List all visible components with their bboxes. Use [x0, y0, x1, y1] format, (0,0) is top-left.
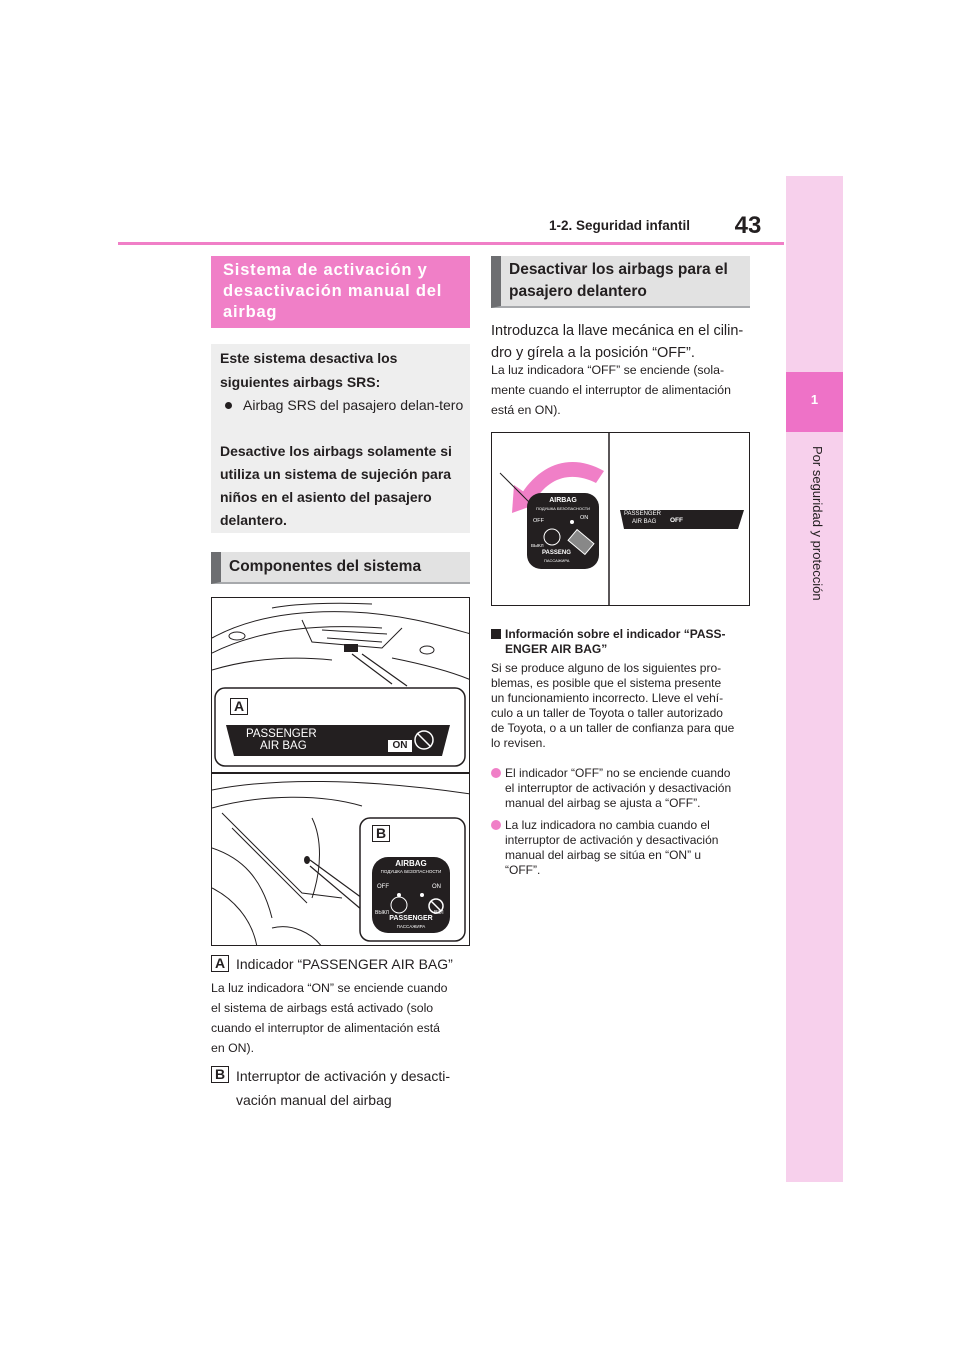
switch-label-airbag-ru: ПОДУШКА БЕЗОПАСНОСТИ	[535, 506, 591, 511]
list-item-line: El indicador “OFF” no se enciende cuando	[505, 766, 731, 780]
intro-line: dro y gírela a la posición “OFF”.	[491, 345, 695, 361]
switch-label-passenger: PASSENGER	[389, 915, 433, 922]
indicator-off-text: OFF	[670, 517, 683, 524]
switch-label-passenger-ru: ПАССАЖИРА	[544, 558, 570, 563]
info-line: de Toyota, o a un taller de confianza para que	[491, 721, 735, 735]
header-rule	[118, 242, 784, 245]
indicator-text-airbag: AIR BAG	[260, 740, 307, 752]
list-item-line: La luz indicadora no cambia cuando el	[505, 818, 710, 832]
desc-line: en ON).	[211, 1041, 255, 1055]
note-line: mente cuando el interruptor de alimentación	[491, 383, 731, 397]
key-turn-illustration	[492, 433, 750, 606]
warning-line: Desactive los airbags solamente si	[220, 443, 452, 459]
switch-label-airbag: AIRBAG	[549, 497, 577, 504]
bullet-text: Airbag SRS del pasajero delan-tero	[243, 397, 464, 413]
indicator-on-text: ON	[392, 740, 408, 751]
indicator-text-passenger: PASSENGER	[246, 728, 317, 740]
list-item	[491, 818, 753, 878]
item-a-description	[211, 978, 473, 1058]
desc-line: el sistema de airbags está activado (solo	[211, 1001, 434, 1015]
switch-off-label: OFF	[377, 884, 389, 890]
desc-line: La luz indicadora “ON” se enciende cuando	[211, 981, 448, 995]
warning-line: delantero.	[220, 512, 287, 528]
switch-label-airbag: AIRBAG	[395, 859, 427, 868]
vehicle-interior-illustration	[212, 598, 470, 946]
chapter-number: 1	[810, 392, 819, 407]
title-line: Interruptor de activación y desacti-	[236, 1068, 450, 1084]
note-line: está en ON).	[491, 403, 561, 417]
list-item-line: interruptor de activación y desactivación	[505, 833, 719, 847]
switch-off-ru-label: ВЫКЛ	[375, 910, 389, 916]
chapter-title: Por seguridad y protección	[810, 446, 825, 601]
circle-bullet-icon	[491, 820, 501, 830]
intro-note	[491, 360, 753, 420]
intro-text	[491, 320, 753, 364]
components-heading: Componentes del sistema	[211, 552, 470, 584]
info-line: un funcionamiento incorrecto. Lleve el vehí-	[491, 691, 724, 705]
list-item-line: “OFF”.	[505, 863, 541, 877]
item-a-label: A	[211, 955, 229, 972]
info-box-line: Este sistema desactiva los	[220, 350, 398, 366]
switch-off-ru-label: ВЫКЛ	[531, 543, 544, 548]
components-figure	[211, 597, 470, 946]
switch-on-label: ON	[432, 884, 441, 890]
item-b-title	[236, 1064, 476, 1112]
switch-on-ru-label: ВКЛ	[434, 910, 444, 916]
switch-on-label: ON	[580, 515, 589, 521]
indicator-text-airbag: AIR BAG	[632, 519, 657, 525]
list-item	[491, 766, 753, 811]
callout-label-a: A	[230, 698, 248, 715]
list-item-line: manual del airbag se ajusta a “OFF”.	[505, 796, 701, 810]
info-line: culo a un taller de Toyota o taller autorizado	[491, 706, 723, 720]
deactivation-figure	[491, 432, 750, 606]
switch-label-passenger-ru: ПАССАЖИРА	[396, 924, 426, 929]
item-a-title: Indicador “PASSENGER AIR BAG”	[236, 956, 453, 972]
switch-label-airbag-ru: ПОДУШКА БЕЗОПАСНОСТИ	[380, 869, 442, 874]
info-title-line: ENGER AIR BAG”	[505, 642, 608, 656]
warning-line: utiliza un sistema de sujeción para	[220, 466, 452, 482]
warning-line: niños en el asiento del pasajero	[220, 489, 432, 505]
info-line: Si se produce alguno de los siguientes pro-	[491, 661, 722, 675]
title-line: vación manual del airbag	[236, 1092, 392, 1108]
switch-label-passenger: PASSENG	[542, 550, 571, 556]
chapter-sidebar	[786, 176, 843, 1182]
deactivate-heading: Desactivar los airbags para el pasajero delantero	[491, 256, 750, 308]
info-heading	[491, 627, 753, 657]
info-line: blemas, es posible que el sistema presente	[491, 676, 722, 690]
section-title: Sistema de activación y desactivación manual del airbag	[211, 256, 470, 328]
callout-label-b: B	[372, 825, 390, 842]
info-box-line: siguientes airbags SRS:	[220, 374, 381, 390]
note-line: La luz indicadora “OFF” se enciende (sola-	[491, 363, 725, 377]
section-header: 1-2. Seguridad infantil	[548, 218, 690, 233]
switch-off-label: OFF	[533, 518, 544, 524]
intro-line: Introduzca la llave mecánica en el cilin-	[491, 323, 744, 339]
info-line: lo revisen.	[491, 736, 546, 750]
desc-line: cuando el interruptor de alimentación está	[211, 1021, 440, 1035]
circle-bullet-icon	[491, 768, 501, 778]
info-title-line: Información sobre el indicador “PASS-	[505, 627, 726, 641]
item-b-label: B	[211, 1066, 229, 1083]
indicator-text-passenger: PASSENGER	[624, 511, 661, 517]
bullet-dot-icon	[225, 402, 232, 409]
square-bullet-icon	[491, 629, 501, 639]
info-body	[491, 661, 753, 751]
list-item-line: el interruptor de activación y desactivación	[505, 781, 732, 795]
list-item-line: manual del airbag se sitúa en “ON” u	[505, 848, 702, 862]
page-number: 43	[734, 212, 762, 239]
info-box	[211, 344, 470, 533]
